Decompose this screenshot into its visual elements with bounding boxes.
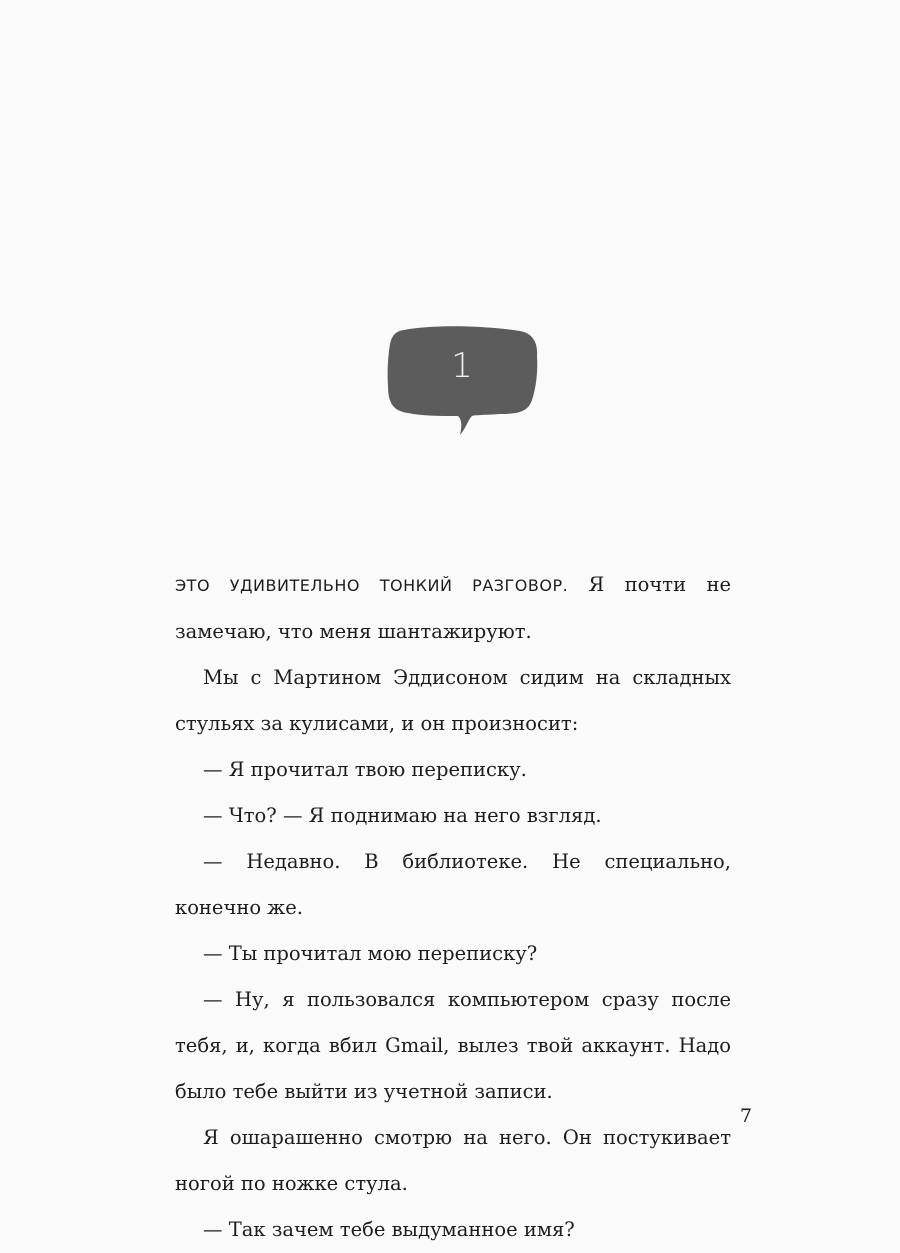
paragraph: — Ну, я пользовался компьютером сразу после тебя, и, когда вбил Gmail, вылез твой аккаунт. Надо было тебе выйти из учетной записи. [175,988,731,1103]
chapter-speech-bubble [382,320,542,438]
paragraph [175,562,731,655]
chapter-number: 1 [451,346,473,386]
paragraph: Я ошарашенно смотрю на него. Он постукивает ногой по ножке стула. [175,1126,731,1195]
paragraph: — Я прочитал твою переписку. [203,758,527,781]
paragraph: — Что? — Я поднимаю на него взгляд. [203,804,602,827]
paragraph: — Ты прочитал мою переписку? [203,942,538,965]
paragraph: Мы с Мартином Эддисоном сидим на складных стульях за кулисами, и он произносит: [175,666,731,735]
chapter-text [175,562,731,1253]
chapter-lead-smallcaps: ЭТО УДИВИТЕЛЬНО ТОНКИЙ РАЗГОВОР. [175,576,569,595]
paragraph: — Недавно. В библиотеке. Не специально, конечно же. [175,850,731,919]
paragraph: — Так зачем тебе выдуманное имя? [203,1218,575,1241]
page-number: 7 [739,1105,752,1127]
paragraph-text: Я почти не замечаю, что меня шантажируют. [175,573,731,643]
